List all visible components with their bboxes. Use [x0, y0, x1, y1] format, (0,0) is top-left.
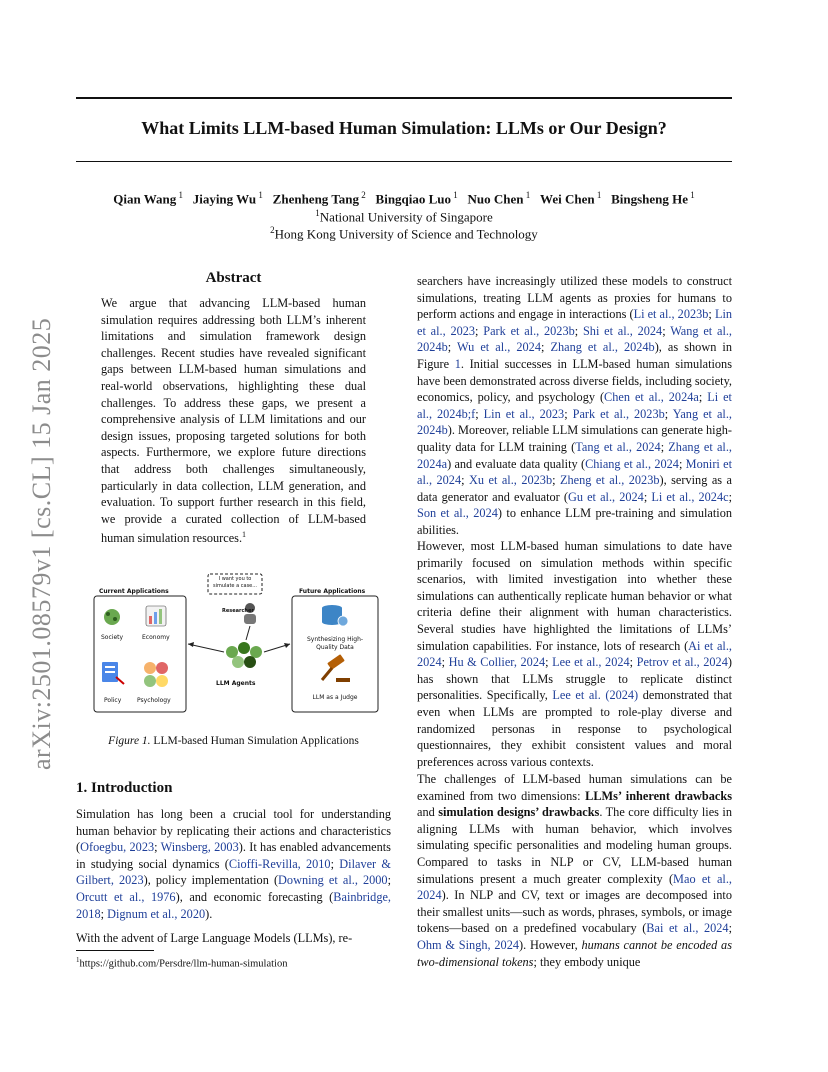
text-run: ; [664, 406, 673, 421]
italic-text: humans cannot be encoded as two-dimensional tokens [417, 937, 732, 969]
section-heading: 1. Introduction [76, 780, 173, 796]
paper-title: What Limits LLM-based Human Simulation: LLMs or Our Design? [141, 118, 667, 138]
footnote-rule [76, 950, 154, 951]
text-run: ). [205, 906, 213, 921]
citation-link[interactable]: Lee et al. (2024) [552, 688, 639, 703]
text-run: ; [728, 921, 732, 936]
intro-paragraph-2-text: With the advent of Large Language Models (LLMs), re- [76, 931, 353, 945]
future-applications-title: Future Applications [299, 588, 366, 595]
text-run: ). It has enabled advancements in studying social dynamics ( [76, 840, 391, 871]
author-affiliation-mark: 1 [594, 190, 602, 200]
citation-link[interactable]: Wang et al., 2024b [417, 323, 733, 355]
footnote-number: 1 [76, 956, 80, 964]
text-run: ). Moreover, reliable LLM simulations can generate high-quality data for LLM training ( [417, 423, 732, 454]
citation-link[interactable]: Winsberg, 2003 [160, 840, 239, 855]
economy-label: Economy [142, 634, 170, 641]
citation-link[interactable]: Li et al., 2024b;f [417, 390, 732, 421]
author-affiliation-mark: 2 [359, 190, 366, 200]
citation-link[interactable]: Xu et al., 2023b [469, 473, 553, 488]
text-run: . Initial successes in LLM-based human simulations have been demonstrated across diverse fields, including society, economics, policy, and psychology ( [417, 356, 732, 405]
citation-link[interactable]: 1 [454, 356, 461, 371]
psychology-label: Psychology [137, 697, 171, 704]
citation-link[interactable]: Li et al., 2023b [633, 307, 709, 322]
citation-link[interactable]: Park et al., 2023b [572, 406, 665, 421]
title-top-rule [76, 97, 732, 99]
affiliation-1 [76, 208, 732, 225]
bold-text: LLMs’ inherent drawbacks [585, 788, 732, 803]
text-run: ) and evaluate data quality ( [447, 456, 586, 471]
citation-link[interactable]: Ofoegbu, 2023 [80, 840, 155, 855]
affiliation-2 [76, 225, 732, 242]
text-run: ; [447, 340, 458, 355]
citation-link[interactable]: Ai et al., 2024 [417, 638, 732, 670]
citation-link[interactable]: Park et al., 2023b [483, 323, 575, 338]
text-run: ; [660, 439, 669, 454]
footnote [76, 956, 391, 970]
title-bottom-rule [76, 161, 732, 162]
right-paragraph-2 [417, 538, 732, 770]
text-run: ; [708, 307, 715, 322]
text-run: Simulation has long been a crucial tool for understanding human behavior by replicating their actions and characteristics ( [76, 807, 391, 855]
text-run: ; [728, 489, 732, 504]
text-run: ; [154, 840, 161, 855]
text-run: ; [698, 390, 708, 405]
text-run: . The core difficulty lies in aligning LLMs with human behavior, which involves simulating specific personalities and modeling human groups. Compared to tasks in NLP or CV, LLM-based human simulations present a much greater complexity ( [417, 805, 732, 886]
author-name: Zhenheng Tang [272, 191, 360, 207]
citation-link[interactable]: Zhang et al., 2024a [417, 439, 732, 471]
author-affiliation-mark: 1 [688, 190, 695, 200]
text-run: ; [643, 489, 652, 504]
author-name: Bingsheng He [611, 191, 689, 207]
text-run: ). In NLP and CV, text or images are decomposed into their smallest units—such as words, phrases, symbols, or image tokens—based on a predefined vocabulary ( [417, 888, 732, 936]
llm-judge-label: LLM as a Judge [312, 694, 358, 701]
author-list [76, 190, 732, 207]
intro-paragraph-1 [76, 806, 391, 922]
arxiv-identifier: arXiv:2501.08579v1 [cs.CL] 15 Jan 2025 [27, 317, 56, 770]
citation-link[interactable]: Yang et al., 2024b [417, 406, 732, 438]
text-run: ) has shown that LLMs struggle to replicate distinct personalities. Specifically, [417, 655, 732, 703]
citation-link[interactable]: Zheng et al., 2023b [560, 473, 660, 488]
text-run: ; [475, 406, 484, 421]
text-run: ; [100, 906, 108, 921]
psychology-icon [144, 662, 156, 674]
author-name: Bingqiao Luo [375, 191, 452, 207]
figure-caption [76, 735, 391, 747]
current-applications-title: Current Applications [99, 588, 169, 595]
right-paragraph-1 [417, 273, 732, 539]
text-run: The challenges of LLM-based human simulations can be examined from two dimensions: [417, 772, 732, 803]
text-run: ; [475, 323, 484, 338]
citation-link[interactable]: Gu et al., 2024 [567, 489, 644, 504]
text-run: ; [564, 406, 573, 421]
gavel-icon [327, 654, 345, 670]
researcher-label: Researcher [222, 608, 254, 614]
abstract-body-text: We argue that advancing LLM-based human simulation requires addressing both LLM’s inherent limitations and simulation framework design challenges. Recent studies have revealed significant gaps between LLM-based human simulations and real-world observations, highlighting these dual challenges. To address these gaps, we present a comprehensive analysis of LLM limitations and our design issues, proposing targeted solutions for both aspects. Furthermore, we explore future directions that address both challenges simultaneously, particularly in data collection, LLM generation, and evaluation. To support further research in this field, we provide a curated collection of LLM-based human simulation resources. [101, 296, 366, 546]
citation-link[interactable]: Bai et al., 2024 [646, 921, 729, 936]
author-name: Jiaying Wu [192, 191, 257, 207]
text-run: ), serving as a data generator and evaluator ( [417, 473, 732, 504]
citation-link[interactable]: Son et al., 2024 [417, 506, 498, 521]
text-run: ), policy implementation ( [143, 873, 279, 888]
citation-link[interactable]: Mao et al., 2024 [417, 871, 732, 903]
llm-agents-icon [226, 642, 262, 668]
citation-link[interactable]: Hu & Collier, 2024 [448, 655, 546, 670]
citation-link[interactable]: Downing et al., 2000 [278, 873, 388, 888]
bold-text: simulation designs’ drawbacks [438, 805, 600, 820]
author-name: Nuo Chen [467, 191, 524, 207]
bubble-text: I want you to simulate a case... [212, 576, 258, 589]
citation-link[interactable]: Shi et al., 2024 [582, 323, 663, 338]
text-run: searchers have increasingly utilized these models to construct simulations, treating LLM agents as proxies for humans to perform actions and engage in interactions ( [417, 274, 732, 322]
citation-link[interactable]: Chen et al., 2024a [604, 390, 699, 405]
abstract-heading: Abstract [205, 270, 262, 286]
citation-link[interactable]: Wu et al., 2024 [457, 340, 541, 355]
caption-label: Figure 1. [108, 735, 151, 747]
figure-1 [92, 572, 382, 722]
citation-link[interactable]: Dignum et al., 2020 [107, 906, 206, 921]
text-run: ; [540, 340, 551, 355]
intro-paragraph-2 [76, 930, 391, 947]
citation-link[interactable]: Li et al., 2024c [651, 489, 729, 504]
affiliation-mark: 1 [315, 208, 320, 218]
text-run: ; [330, 856, 340, 871]
text-run: ; [461, 473, 469, 488]
text-run: demonstrated that even when LLMs are prompted to role-play diverse and randomized personas in response to psychological questionnaires, they exhibit consistent values and moral preferences across various contexts. [417, 688, 732, 769]
text-run: ; they embody unique [533, 954, 641, 969]
author-affiliation-mark: 1 [256, 190, 263, 200]
citation-link[interactable]: Cioffi-Revilla, 2010 [228, 856, 331, 871]
citation-link[interactable]: Lin et al., 2023 [483, 406, 565, 421]
citation-link[interactable]: Bainbridge, 2018 [76, 889, 391, 921]
text-run: ; [552, 473, 561, 488]
text-run: ). However, [519, 937, 582, 952]
citation-link[interactable]: Orcutt et al., 1976 [76, 889, 176, 904]
text-run: ; [441, 655, 449, 670]
affiliation-name: National University of Singapore [319, 209, 493, 225]
citation-link[interactable]: Moniri et al., 2024 [417, 456, 732, 488]
caption-text: LLM-based Human Simulation Applications [153, 735, 359, 747]
text-run: ; [387, 873, 391, 888]
footnote-mark: 1 [242, 530, 247, 540]
citation-link[interactable]: Lee et al., 2024 [552, 655, 630, 670]
author-name: Qian Wang [113, 191, 177, 207]
citation-link[interactable]: Chiang et al., 2024 [585, 456, 679, 471]
author-affiliation-mark: 1 [451, 190, 458, 200]
society-icon [104, 609, 120, 625]
author-affiliation-mark: 1 [176, 190, 183, 200]
footnote-url: https://github.com/Persdre/llm-human-simulation [79, 958, 288, 970]
text-run: ; [662, 323, 671, 338]
citation-link[interactable]: Tang et al., 2024 [575, 439, 661, 454]
text-run: ), and economic forecasting ( [175, 889, 334, 904]
synthesizing-data-label: Synthesizing High-Quality Data [306, 636, 364, 651]
right-paragraph-3 [417, 771, 732, 970]
text-run: ; [545, 655, 553, 670]
society-label: Society [101, 634, 124, 641]
abstract-text [101, 295, 366, 547]
affiliation-name: Hong Kong University of Science and Technology [274, 226, 538, 242]
author-affiliation-mark: 1 [523, 190, 531, 200]
text-run: ; [629, 655, 637, 670]
citation-link[interactable]: Zhang et al., 2024b [550, 340, 655, 355]
text-run: ), as shown in Figure [417, 340, 732, 371]
citation-link[interactable]: Lin et al., 2023 [417, 307, 733, 338]
llm-agents-label: LLM Agents [216, 680, 256, 687]
citation-link[interactable]: Ohm & Singh, 2024 [417, 937, 519, 952]
policy-label: Policy [104, 697, 122, 704]
text-run: and [417, 805, 439, 820]
text-run: ; [574, 323, 583, 338]
text-run: However, most LLM-based human simulations to date have primarily focused on simulation methods within specific scenarios, with limited investigation into whether these simulations can authentically replicate human behavior or what criteria define their alignment with human characteristics. Several studies have highlighted the limitations of LLMs’ simulation capabilities. For instance, lots of research ( [417, 539, 732, 653]
text-run: ) to enhance LLM pre-training and simulation abilities. [417, 506, 733, 537]
text-run: ; [678, 456, 686, 471]
author-name: Wei Chen [540, 191, 595, 207]
affiliation-mark: 2 [270, 225, 275, 235]
citation-link[interactable]: Dilaver & Gilbert, 2023 [76, 856, 391, 888]
citation-link[interactable]: Petrov et al., 2024 [636, 655, 728, 670]
